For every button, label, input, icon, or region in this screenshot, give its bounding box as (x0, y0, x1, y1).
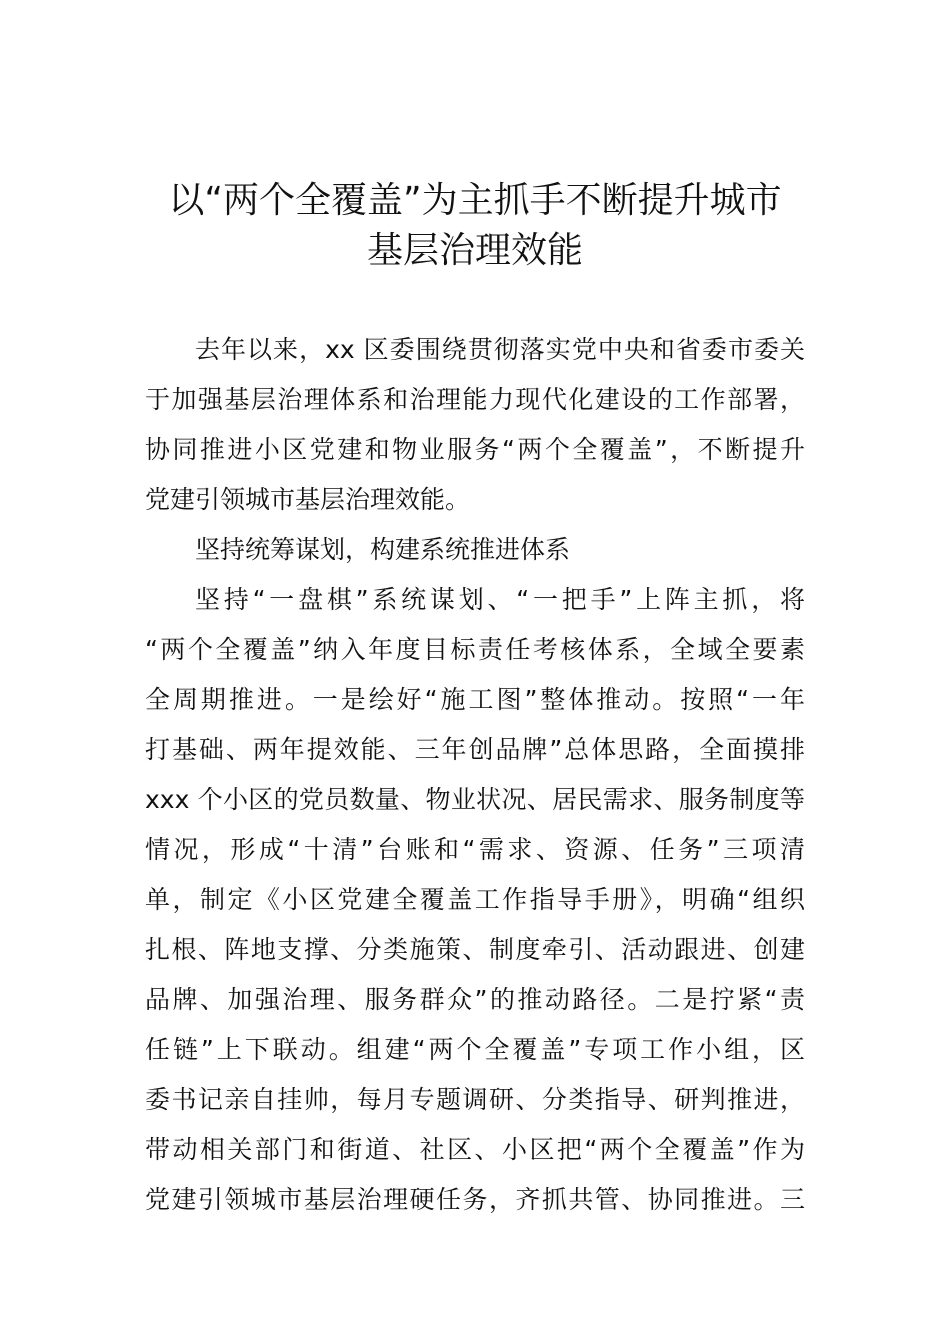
paragraph-2-line-3: 全周期推进。一是绘好“施工图”整体推动。按照“一年 (145, 685, 805, 714)
paragraph-2-line-2: “两个全覆盖”纳入年度目标责任考核体系，全域全要素 (145, 635, 805, 664)
paragraph-1-line-1: 去年以来，xx 区委围绕贯彻落实党中央和省委市委关 (195, 335, 805, 364)
paragraph-2-line-6: 情况，形成“十清”台账和“需求、资源、任务”三项清 (145, 835, 805, 864)
paragraph-2-line-13: 党建引领城市基层治理硬任务，齐抓共管、协同推进。三 (145, 1185, 805, 1214)
paragraph-1-line-4: 党建引领城市基层治理效能。 (145, 485, 471, 514)
paragraph-2-line-11: 委书记亲自挂帅，每月专题调研、分类指导、研判推进， (145, 1085, 805, 1114)
document-title-line-1: 以“两个全覆盖”为主抓手不断提升城市 (168, 180, 782, 221)
paragraph-2-line-5: xxx 个小区的党员数量、物业状况、居民需求、服务制度等 (145, 785, 805, 814)
paragraph-1-line-3: 协同推进小区党建和物业服务“两个全覆盖”，不断提升 (145, 435, 805, 464)
paragraph-2-line-4: 打基础、两年提效能、三年创品牌”总体思路，全面摸排 (145, 735, 805, 764)
document-title-line-2: 基层治理效能 (366, 230, 583, 271)
paragraph-2-line-12: 带动相关部门和街道、社区、小区把“两个全覆盖”作为 (145, 1135, 805, 1164)
section-heading: 坚持统筹谋划，构建系统推进体系 (195, 535, 571, 564)
paragraph-2-line-8: 扎根、阵地支撑、分类施策、制度牵引、活动跟进、创建 (145, 935, 805, 964)
paragraph-2-line-9: 品牌、加强治理、服务群众”的推动路径。二是拧紧“责 (145, 985, 805, 1014)
paragraph-2-line-1: 坚持“一盘棋”系统谋划、“一把手”上阵主抓，将 (195, 585, 805, 614)
paragraph-2-line-10: 任链”上下联动。组建“两个全覆盖”专项工作小组，区 (145, 1035, 805, 1064)
paragraph-1-line-2: 于加强基层治理体系和治理能力现代化建设的工作部署， (145, 385, 805, 414)
paragraph-2-line-7: 单，制定《小区党建全覆盖工作指导手册》，明确“组织 (145, 885, 805, 914)
